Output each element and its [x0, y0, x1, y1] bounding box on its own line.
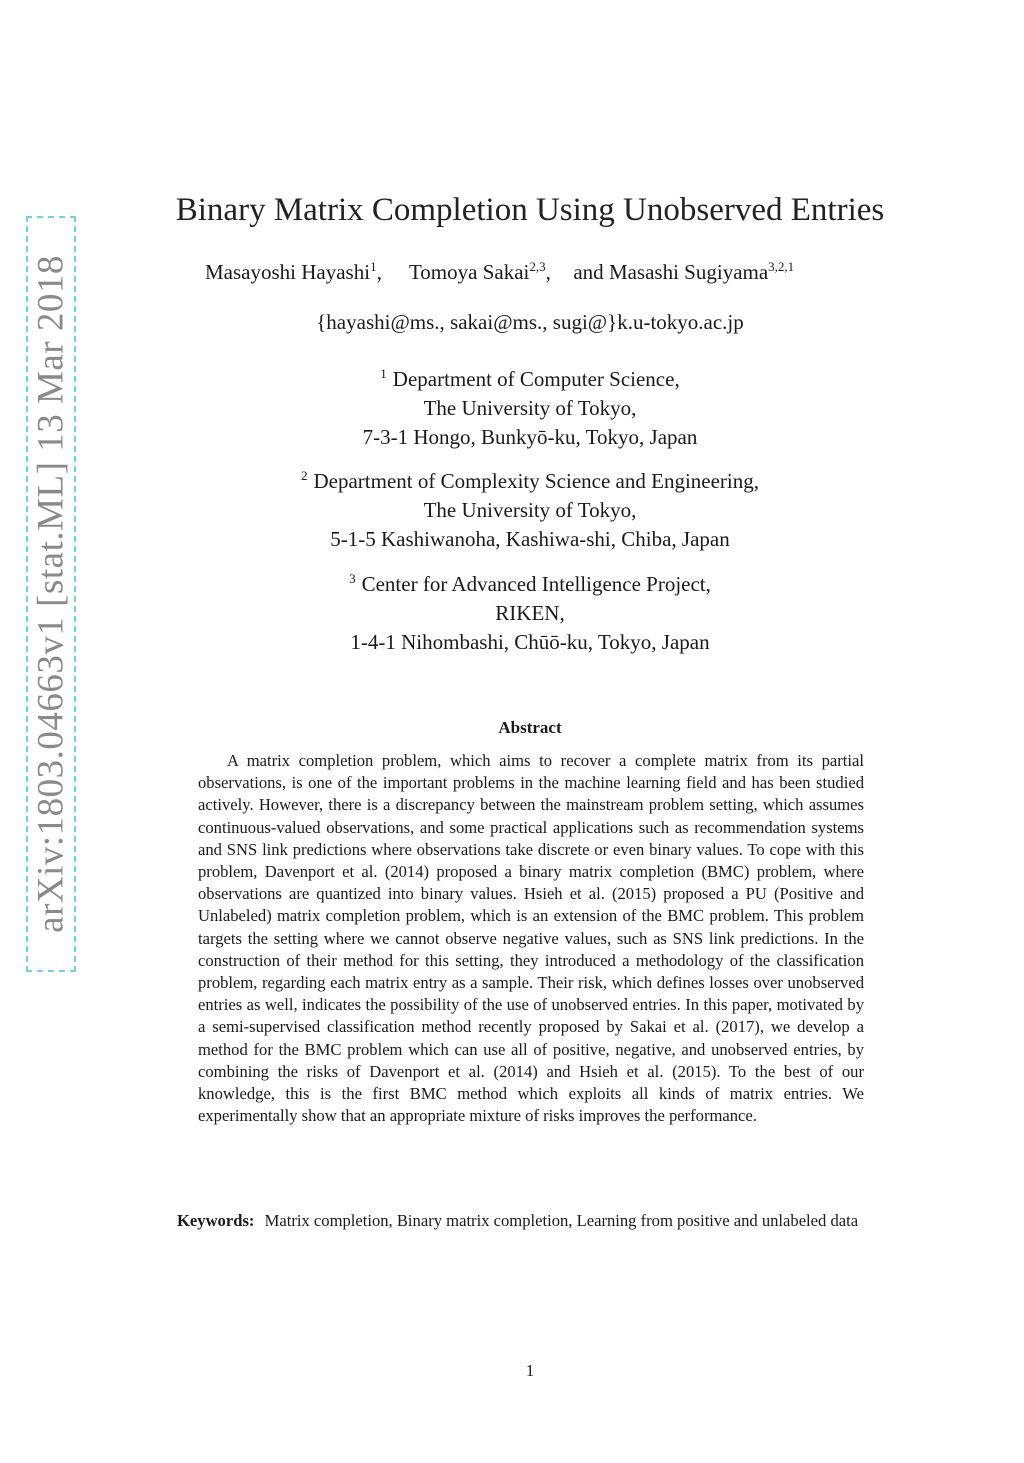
affiliation-line: RIKEN, [495, 601, 565, 625]
affiliation-line: Department of Complexity Science and Engineering, [313, 469, 760, 493]
affiliation-line: 1-4-1 Nihombashi, Chūō-ku, Tokyo, Japan [350, 630, 710, 654]
author-emails: {hayashi@ms., sakai@ms., sugi@}k.u-tokyo.ac.jp [316, 310, 744, 334]
keywords-paragraph [146, 1209, 914, 1232]
author-name: Masashi Sugiyama [608, 260, 769, 284]
affiliation-line: Department of Computer Science, [392, 367, 680, 391]
affiliation-2 [0, 461, 1024, 554]
author-separator: , [376, 260, 382, 284]
author-name: Tomoya Sakai [408, 260, 530, 284]
affiliation-marker: 3 [349, 571, 356, 586]
abstract-body: A matrix completion problem, which aims to recover a complete matrix from its partial observations, is one of the important problems in the machine learning field and has been studied actively. However, there is a discrepancy between the mainstream problem setting, which assumes continuous-valued observations, and some practical applications such as recommendation systems and SNS link predictions where observations take discrete or even binary values. To cope with this problem, Davenport et al. (2014) proposed a binary matrix completion (BMC) problem, where observations are quantized into binary values. Hsieh et al. (2015) proposed a PU (Positive and Unlabeled) matrix completion problem, which is an extension of the BMC problem. This problem targets the setting where we cannot observe negative values, such as SNS link predictions. In the construction of their method for this setting, they introduced a methodology of the classification problem, regarding each matrix entry as a sample. Their risk, which defines losses over unobserved entries as well, indicates the possibility of the use of unobserved entries. In this paper, motivated by a semi-supervised classification method recently proposed by Sakai et al. (2017), we develop a method for the BMC problem which can use all of positive, negative, and unobserved entries, by combining the risks of Davenport et al. (2014) and Hsieh et al. (2015). To the best of our knowledge, this is the first BMC method which exploits all kinds of matrix entries. We experimentally show that an appropriate mixture of risks improves the performance. [198, 751, 864, 1126]
author-name: Masayoshi Hayashi [205, 260, 371, 284]
affiliation-line: 7-3-1 Hongo, Bunkyō-ku, Tokyo, Japan [362, 425, 698, 449]
author-affiliation-mark: 1 [370, 259, 377, 274]
affiliation-line: 5-1-5 Kashiwanoha, Kashiwa-shi, Chiba, Japan [330, 527, 730, 551]
affiliation-marker: 1 [380, 366, 387, 381]
author-separator: , [545, 260, 551, 284]
author-affiliation-mark: 3,2,1 [768, 259, 795, 274]
arxiv-identifier[interactable]: arXiv:1803.04663v1 [stat.ML] 13 Mar 2018 [30, 255, 72, 933]
affiliation-marker: 2 [300, 468, 308, 483]
abstract-heading: Abstract [498, 718, 562, 737]
affiliation-line: The University of Tokyo, [423, 396, 637, 420]
page-number: 1 [525, 1361, 535, 1380]
paper-title: Binary Matrix Completion Using Unobserved Entries [175, 192, 885, 228]
author-conjunction: and [573, 260, 604, 284]
author-affiliation-mark: 2,3 [529, 259, 546, 274]
author-list [205, 259, 794, 285]
affiliation-line: Center for Advanced Intelligence Project, [361, 572, 711, 596]
affiliation-1 [0, 359, 1024, 452]
keywords-label: Keywords: [177, 1211, 255, 1230]
affiliation-line: The University of Tokyo, [423, 498, 637, 522]
keywords-text: Matrix completion, Binary matrix completion, Learning from positive and unlabeled data [264, 1211, 859, 1230]
affiliation-3 [0, 564, 1024, 657]
